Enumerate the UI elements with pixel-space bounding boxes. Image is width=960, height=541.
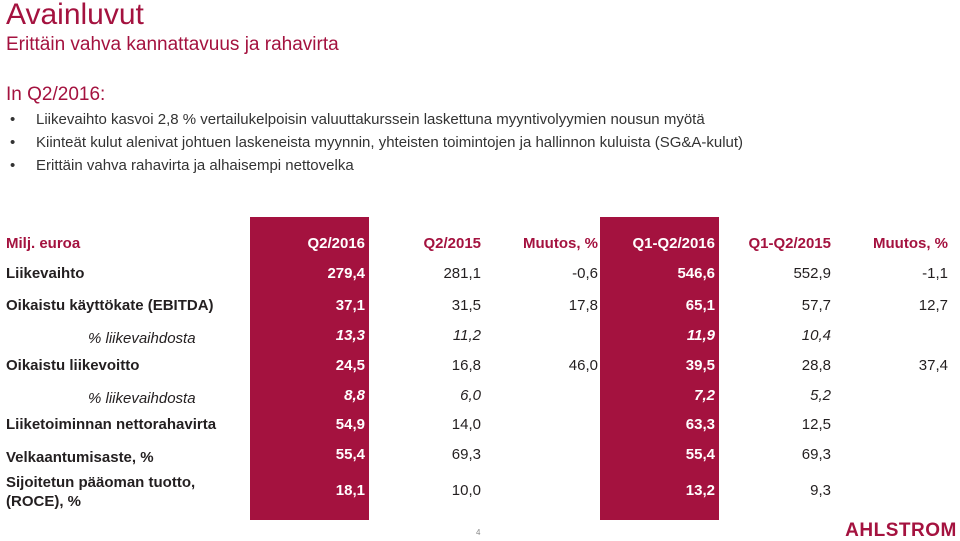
row-label: Oikaistu liikevoitto <box>6 357 140 374</box>
table-cell: 39,5 <box>685 357 715 374</box>
table-cell: 8,8 <box>344 387 365 404</box>
quarter-heading: In Q2/2016: <box>6 84 106 105</box>
row-label: Liiketoiminnan nettorahavirta <box>6 416 217 433</box>
table-cell: 7,2 <box>694 387 715 404</box>
table-cell: 13,2 <box>685 482 715 499</box>
table-cell: 16,8 <box>451 357 481 374</box>
page-number: 4 <box>476 528 481 537</box>
bullet-text: Kiinteät kulut alenivat johtuen laskeneista myynnin, yhteisten toimintojen ja hallinnon kuluista (SG&A-kulut) <box>36 134 744 151</box>
table-cell: 13,3 <box>335 327 365 344</box>
row-label: Velkaantumisaste, % <box>6 449 154 466</box>
column-header: Q1-Q2/2016 <box>632 235 715 252</box>
table-cell: 281,1 <box>443 265 481 282</box>
table-cell: 279,4 <box>327 265 365 282</box>
column-header: Q2/2016 <box>307 235 365 252</box>
table-cell: 11,2 <box>452 327 481 344</box>
column-header: Q1-Q2/2015 <box>748 235 831 252</box>
table-cell: 10,0 <box>451 482 481 499</box>
table-cell: 54,9 <box>335 416 365 433</box>
table-cell: 37,1 <box>335 297 365 314</box>
page-subtitle: Erittäin vahva kannattavuus ja rahavirta <box>6 34 339 55</box>
table-cell: 17,8 <box>568 297 598 314</box>
table-cell: 10,4 <box>801 327 831 344</box>
table-cell: 18,1 <box>335 482 365 499</box>
table-cell: 9,3 <box>810 482 831 499</box>
table-cell: 31,5 <box>451 297 481 314</box>
bullet-dot-icon: • <box>10 157 16 174</box>
row-label-line: Sijoitetun pääoman tuotto, <box>6 474 196 491</box>
table-cell: 69,3 <box>801 446 831 463</box>
table-cell: 37,4 <box>918 357 948 374</box>
table-cell: 12,7 <box>918 297 948 314</box>
column-header: Q2/2015 <box>423 235 481 252</box>
row-label: % liikevaihdosta <box>88 390 196 407</box>
table-cell: 63,3 <box>685 416 715 433</box>
table-cell: 14,0 <box>451 416 481 433</box>
ahlstrom-logo <box>842 517 960 539</box>
row-label: % liikevaihdosta <box>88 330 196 347</box>
table-cell: 28,8 <box>801 357 831 374</box>
bullet-dot-icon: • <box>10 134 16 151</box>
table-cell: 57,7 <box>801 297 831 314</box>
table-cell: 55,4 <box>335 446 365 463</box>
table-cell: 6,0 <box>460 387 481 404</box>
bullet-text: Erittäin vahva rahavirta ja alhaisempi nettovelka <box>36 157 354 174</box>
bullet-text: Liikevaihto kasvoi 2,8 % vertailukelpoisin valuuttakurssein laskettuna myyntivolyymien nousun myötä <box>36 111 705 128</box>
row-label: Oikaistu käyttökate (EBITDA) <box>6 297 214 314</box>
table-cell: 552,9 <box>793 265 831 282</box>
table-cell: 69,3 <box>451 446 481 463</box>
unit-header: Milj. euroa <box>6 235 81 252</box>
table-cell: 55,4 <box>685 446 715 463</box>
table-cell: 46,0 <box>568 357 598 374</box>
column-header: Muutos, % <box>873 235 948 252</box>
table-cell: 546,6 <box>677 265 715 282</box>
svg-text:AHLSTROM: AHLSTROM <box>845 520 957 539</box>
page-title: Avainluvut <box>6 0 144 31</box>
table-cell: 5,2 <box>810 387 831 404</box>
table-header <box>0 217 960 271</box>
table-cell: 24,5 <box>335 357 365 374</box>
table-cell: -1,1 <box>922 265 948 282</box>
bullet-dot-icon: • <box>10 111 16 128</box>
table-cell: 11,9 <box>686 327 715 344</box>
table-cell: -0,6 <box>572 265 598 282</box>
table-cell: 12,5 <box>801 416 831 433</box>
column-header: Muutos, % <box>523 235 598 252</box>
row-label: Liikevaihto <box>6 265 85 282</box>
table-cell: 65,1 <box>685 297 715 314</box>
row-label-line: (ROCE), % <box>6 493 81 510</box>
row-label <box>6 473 195 511</box>
